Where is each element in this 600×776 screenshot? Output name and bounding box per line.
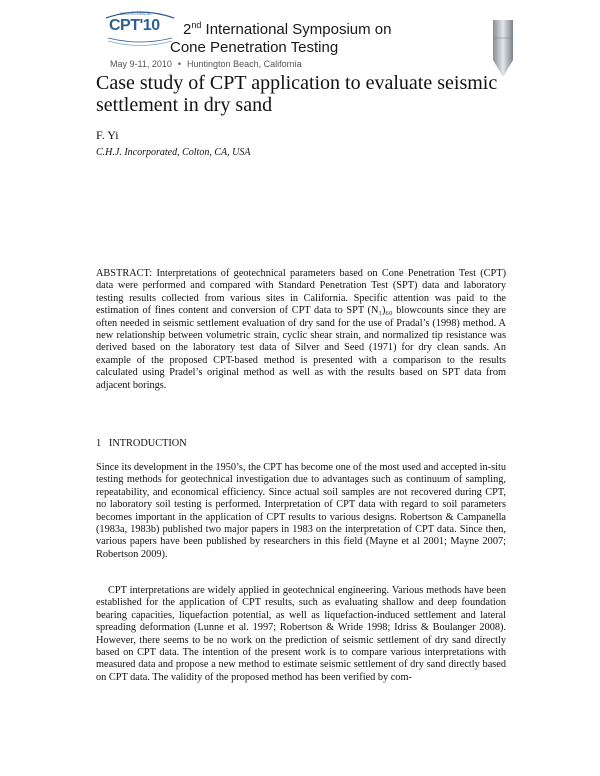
section-number: 1 [96, 438, 102, 449]
conference-name-rest: International Symposium on [201, 21, 392, 38]
body-paragraph: CPT interpretations are widely applied in geotechnical engineering. Various methods have been established for the application of CPT results, such as evaluating shallow and deep foundation bearing capacities, liquefaction potential, as well as liquefaction-induced settlement and lateral spreading deformation (Lunne et al. 1997; Robertson & Wride 1998; Idriss & Boulanger 2008). However, there seems to be no work on the prediction of seismic settlement of dry sand directly based on CPT data. The intention of the present work is to compare various interpretations with measured data and propose a new method to estimate seismic settlement of dry sand directly based on CPT data. The validity of the proposed method has been verified by com- [96, 585, 506, 683]
logo-text: CPT'10 [109, 17, 160, 34]
conference-place: Huntington Beach, California [187, 59, 302, 69]
conference-name-line1 [183, 20, 391, 38]
section-title: INTRODUCTION [108, 438, 187, 449]
cone-penetrometer-icon [490, 20, 516, 78]
conference-header [100, 10, 420, 70]
separator-dot-icon: • [177, 59, 182, 69]
author-name: F. Yi [96, 128, 119, 142]
abstract: ABSTRACT: Interpretations of geotechnical parameters based on Cone Penetration Test (CPT) data were performed and compared with Standard Penetration Test (SPT) data and laboratory testing results collected from various sites in California. Specific attention was paid to the estimation of fines content and conversion of CPT data to SPT (N₁)₆₀ blowcounts since they are often needed in seismic settlement evaluation of dry sand for the use of Pradal’s (1998) method. A new relationship between volumetric strain, cyclic shear strain, and normalized tip resistance was derived based on the laboratory test data of Silver and Seed (1971) for dry clean sands. An example of the proposed CPT-based method is presented with a comparison to the results calculated using Pradel’s original method as well as with the results based on SPT data from adjacent borings. [96, 268, 506, 391]
conference-ordinal: 2 [183, 21, 192, 38]
author-affiliation: C.H.J. Incorporated, Colton, CA, USA [96, 147, 251, 158]
conference-date-place [110, 59, 302, 69]
logo-small-text: GEOTECHNICAL [120, 11, 152, 16]
conference-ordinal-suffix: nd [191, 20, 202, 30]
conference-date: May 9-11, 2010 [110, 59, 172, 69]
paper-title: Case study of CPT application to evaluate seismic settlement in dry sand [96, 72, 498, 116]
body-paragraph: Since its development in the 1950’s, the CPT has become one of the most used and accepted in-situ testing methods for geotechnical investigation due to advantages such as continuum of sampling, repeatability, and economical efficiency. Since actual soil samples are not recovered during CPT, no laboratory soil testing is performed. Interpretation of CPT data with regard to soil parameters becomes important in the application of CPT results to various designs. Robertson & Campanella (1983a, 1983b) published two major papers in 1983 on the interpretation of CPT data. Since then, various papers have been published by researchers in this field (Mayne et al 2001; Mayne 2007; Robertson 2009). [96, 462, 506, 560]
conference-name-line2: Cone Penetration Testing [170, 39, 339, 56]
section-heading [96, 438, 187, 449]
